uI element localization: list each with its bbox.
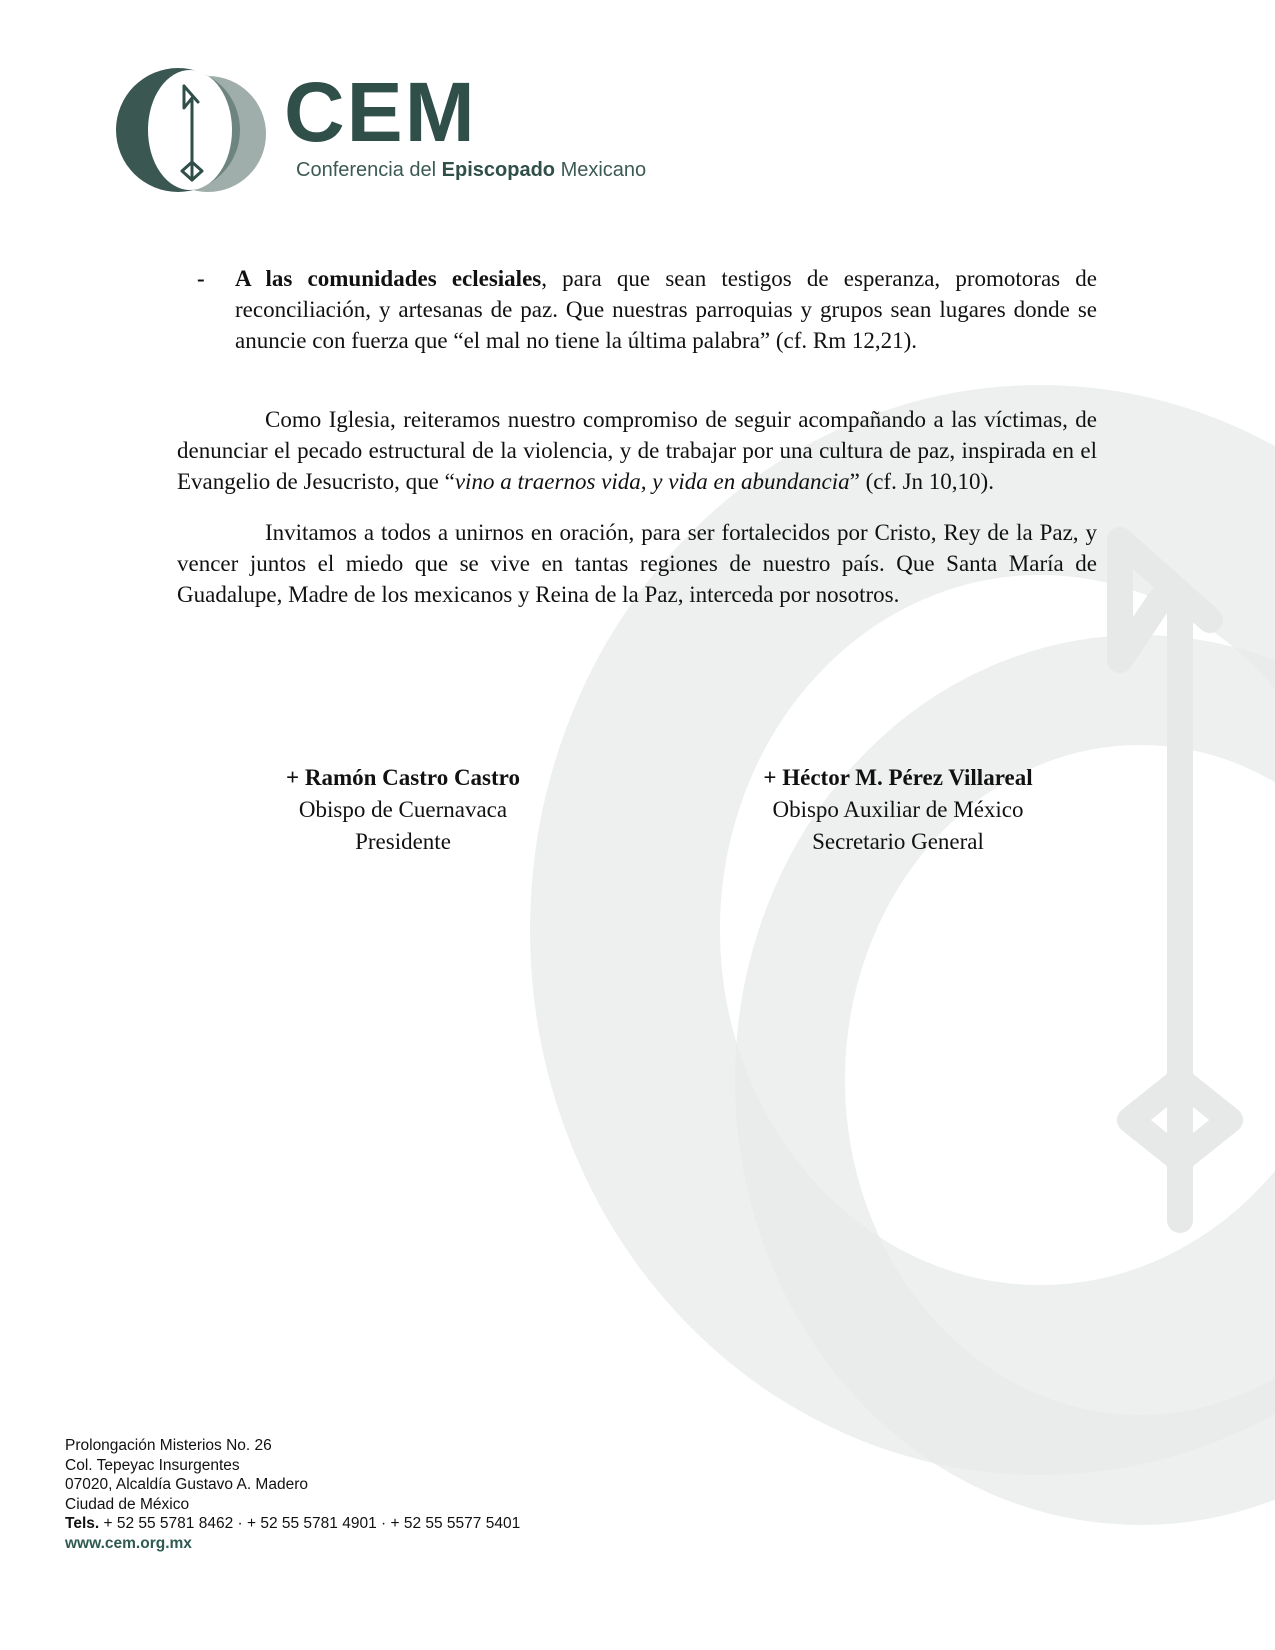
cem-logo <box>112 50 692 210</box>
address-line: Ciudad de México <box>65 1495 190 1513</box>
paragraph-commitment <box>177 404 1097 497</box>
letter-body <box>177 263 1097 610</box>
bullet-dash: - <box>197 266 205 291</box>
logo-acronym: CEM <box>284 65 477 159</box>
logo-tagline <box>296 158 646 182</box>
cem-emblem-icon <box>112 50 272 210</box>
phone-numbers: + 52 55 5781 8462 · + 52 55 5781 4901 · + 52 55 5577 5401 <box>99 1515 521 1532</box>
signer-title: Presidente <box>355 829 451 854</box>
signer-title: Secretario General <box>812 829 984 854</box>
phone-line <box>65 1514 520 1534</box>
address-line: 07020, Alcaldía Gustavo A. Madero <box>65 1476 308 1493</box>
signer-role: Obispo Auxiliar de México <box>772 797 1024 822</box>
paragraph-commitment-ref: ” (cf. Jn 10,10). <box>849 469 994 494</box>
address-line: Prolongación Misterios No. 26 <box>65 1437 272 1454</box>
signer-name: + Ramón Castro Castro <box>286 765 520 790</box>
phone-label: Tels. <box>65 1515 100 1532</box>
signer-role: Obispo de Cuernavaca <box>298 797 508 822</box>
tagline-bold: Episcopado <box>441 159 556 181</box>
footer-contact <box>65 1436 520 1553</box>
paragraph-commitment-text: Como Iglesia, reiteramos nuestro compromiso de seguir acompañando a las víctimas, de denunciar el pecado estructural de la violencia, y de trabajar por una cultura de paz, inspirada en el Evangelio de Jesucristo, que “ <box>177 407 1097 494</box>
paragraph-invitation: Invitamos a todos a unirnos en oración, para ser fortalecidos por Cristo, Rey de la Paz, y vencer juntos el miedo que se vive en tantas regiones de nuestro país. Que Santa María de Guadalupe, Madre de los mexicanos y Reina de la Paz, interceda por nosotros. <box>177 520 1097 607</box>
tagline-end: Mexicano <box>555 159 647 181</box>
signature-president <box>193 762 613 858</box>
gospel-quote: vino a traernos vida, y vida en abundancia <box>454 469 850 494</box>
tagline-start: Conferencia del <box>296 159 442 181</box>
bullet-text: , para que sean testigos de esperanza, promotoras de reconciliación, y artesanas de paz. Que nuestras parroquias y grupos sean lugares donde se anuncie con fuerza que “el mal no tiene la última palabra” (cf. Rm 12,21). <box>235 266 1097 353</box>
address-line: Col. Tepeyac Insurgentes <box>65 1456 240 1474</box>
bullet-item <box>177 263 1097 356</box>
website-link[interactable]: www.cem.org.mx <box>65 1534 192 1552</box>
signature-secretary <box>688 762 1108 858</box>
bullet-lead: A las comunidades eclesiales <box>235 266 542 291</box>
signer-name: + Héctor M. Pérez Villareal <box>763 765 1033 790</box>
